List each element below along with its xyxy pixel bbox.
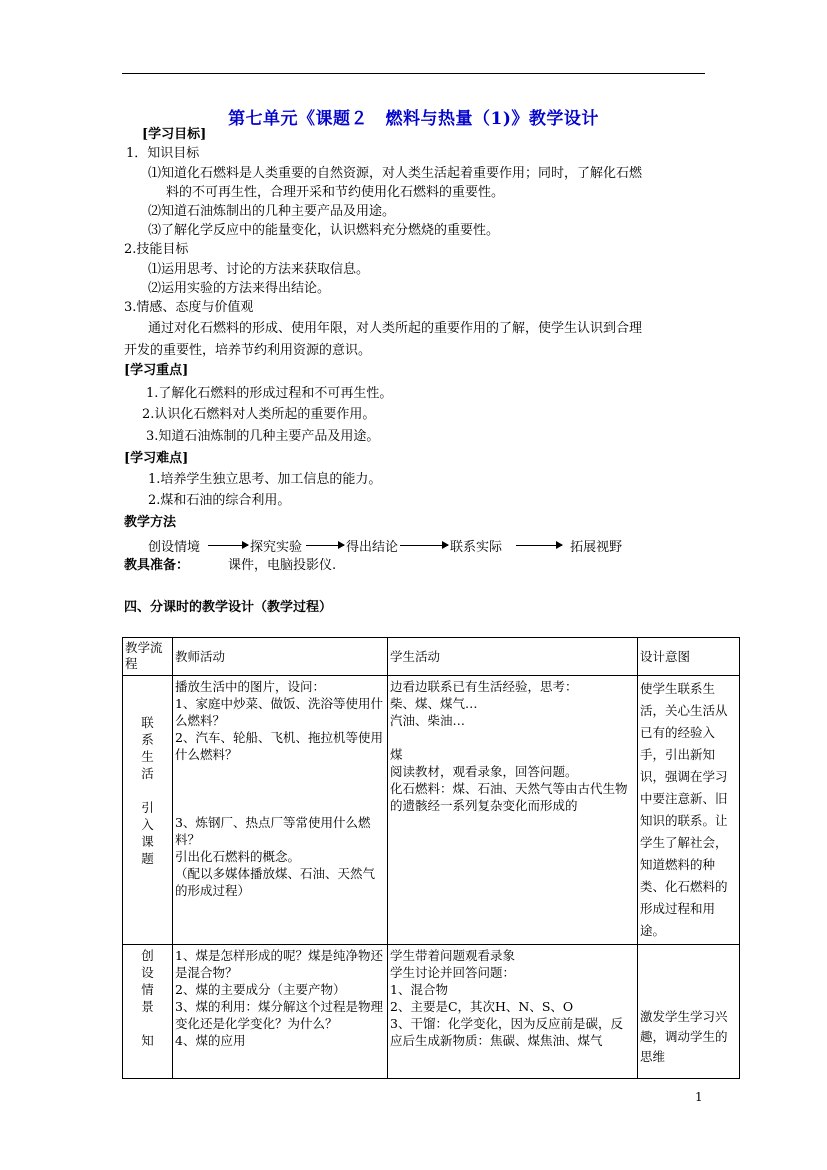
arrow-icon xyxy=(400,545,448,546)
student-cell: 边看边联系已有生活经验，思考： 柴、煤、煤气… 汽油、柴油… 煤 阅读教材，观看录象，回答问题。 化石燃料：煤、石油、天然气等由古代生物的遗骸经一系列复杂变化而形成的 xyxy=(388,676,638,945)
method-step-2: 探究实验 xyxy=(250,539,303,555)
teacher-cell: 1、煤是怎样形成的呢？煤是纯净物还是混合物？ 2、煤的主要成分（主要产物） 3、煤的利用：煤分解这个过程是物理变化还是化学变化？为什么？ 4、煤的应用 xyxy=(173,945,388,1079)
method-flow xyxy=(148,536,622,554)
header-intent: 设计意图 xyxy=(638,638,740,676)
student-cell: 学生带着问题观看录象 学生讨论并回答问题： 1、混合物 2、主要是C，其次H、N、S、O 3、干馏：化学变化，因为反应前是碳，反应后生成新物质：焦碳、煤焦油、煤气 xyxy=(388,945,638,1079)
difficulty-1: 1.培养学生独立思考、加工信息的能力。 xyxy=(148,472,382,487)
arrow-icon xyxy=(516,545,562,546)
lesson-table xyxy=(122,637,740,1079)
difficulty-2: 2.煤和石油的综合利用。 xyxy=(148,493,291,508)
tools-value: 课件，电脑投影仪. xyxy=(228,558,337,573)
table-row xyxy=(123,676,740,945)
emotion-text-b: 开发的重要性，培养节约利用资源的意识。 xyxy=(124,343,372,358)
header-student: 学生活动 xyxy=(388,638,638,676)
method-step-1: 创设情境 xyxy=(148,539,201,555)
method-step-5: 拓展视野 xyxy=(570,539,623,555)
arrow-icon xyxy=(306,545,344,546)
section-heading: 四、分课时的教学设计（教学过程） xyxy=(124,600,333,615)
teacher-cell: 播放生活中的图片，设问： 1、家庭中炒菜、做饭、洗浴等使用什么燃料？ 2、汽车、轮船、飞机、拖拉机等使用什么燃料？ 3、炼钢厂、热点厂等常使用什么燃料？ 引出化石燃料的概念。 （配以多媒体播放煤、石油、天然气的形成过程） xyxy=(173,676,388,945)
intent-cell: 激发学生学习兴趣，调动学生的思维 xyxy=(638,945,740,1079)
flow-cell: 联 系 生 活 引 入 课 题 xyxy=(123,676,173,945)
method-step-4: 联系实际 xyxy=(450,539,503,555)
header-flow: 教学流程 xyxy=(123,638,173,676)
knowledge-item-2: ⑵知道石油炼制出的几种主要产品及用途。 xyxy=(148,204,396,219)
emotion-text-a: 通过对化石燃料的形成、使用年限，对人类所起的重要作用的了解，使学生认识到合理 xyxy=(148,321,643,336)
arrow-icon xyxy=(208,545,248,546)
skill-heading: 2.技能目标 xyxy=(124,242,189,257)
tools-label: 教具准备： xyxy=(124,558,190,573)
emotion-heading: 3.情感、态度与价值观 xyxy=(124,300,254,315)
document-title: 第七单元《课题２ 燃料与热量（1)》教学设计 xyxy=(228,109,599,129)
header-teacher: 教师活动 xyxy=(173,638,388,676)
method-heading: 教学方法 xyxy=(124,515,177,530)
table-header-row xyxy=(123,638,740,676)
knowledge-item-1b: 料的不可再生性，合理开采和节约使用化石燃料的重要性。 xyxy=(166,185,505,200)
page-number: 1 xyxy=(695,1090,703,1104)
flow-cell: 创 设 情 景 知 xyxy=(123,945,173,1079)
key-point-3: 3.知道石油炼制的几种主要产品及用途。 xyxy=(146,429,380,444)
key-point-1: 1.了解化石燃料的形成过程和不可再生性。 xyxy=(146,386,393,401)
skill-item-1: ⑴运用思考、讨论的方法来获取信息。 xyxy=(148,262,370,277)
skill-item-2: ⑵运用实验的方法来得出结论。 xyxy=(148,281,331,296)
header-rule xyxy=(122,73,705,74)
method-step-3: 得出结论 xyxy=(346,539,399,555)
knowledge-item-3: ⑶了解化学反应中的能量变化，认识燃料充分燃烧的重要性。 xyxy=(148,223,500,238)
table-row xyxy=(123,945,740,1079)
key-points-heading: [学习重点] xyxy=(124,363,189,378)
objectives-heading: [学习目标] xyxy=(142,127,207,142)
intent-cell: 使学生联系生活，关心生活从已有的经验入手，引出新知识，强调在学习中要注意新、旧知识的联系。让学生了解社会，知道燃料的种类、化石燃料的形成过程和用途。 xyxy=(638,676,740,945)
key-point-2: 2.认识化石燃料对人类所起的重要作用。 xyxy=(142,407,376,422)
difficulties-heading: [学习难点] xyxy=(124,451,189,466)
knowledge-heading: 1．知识目标 xyxy=(126,146,200,161)
knowledge-item-1a: ⑴知道化石燃料是人类重要的自然资源，对人类生活起着重要作用；同时，了解化石燃 xyxy=(148,166,643,181)
